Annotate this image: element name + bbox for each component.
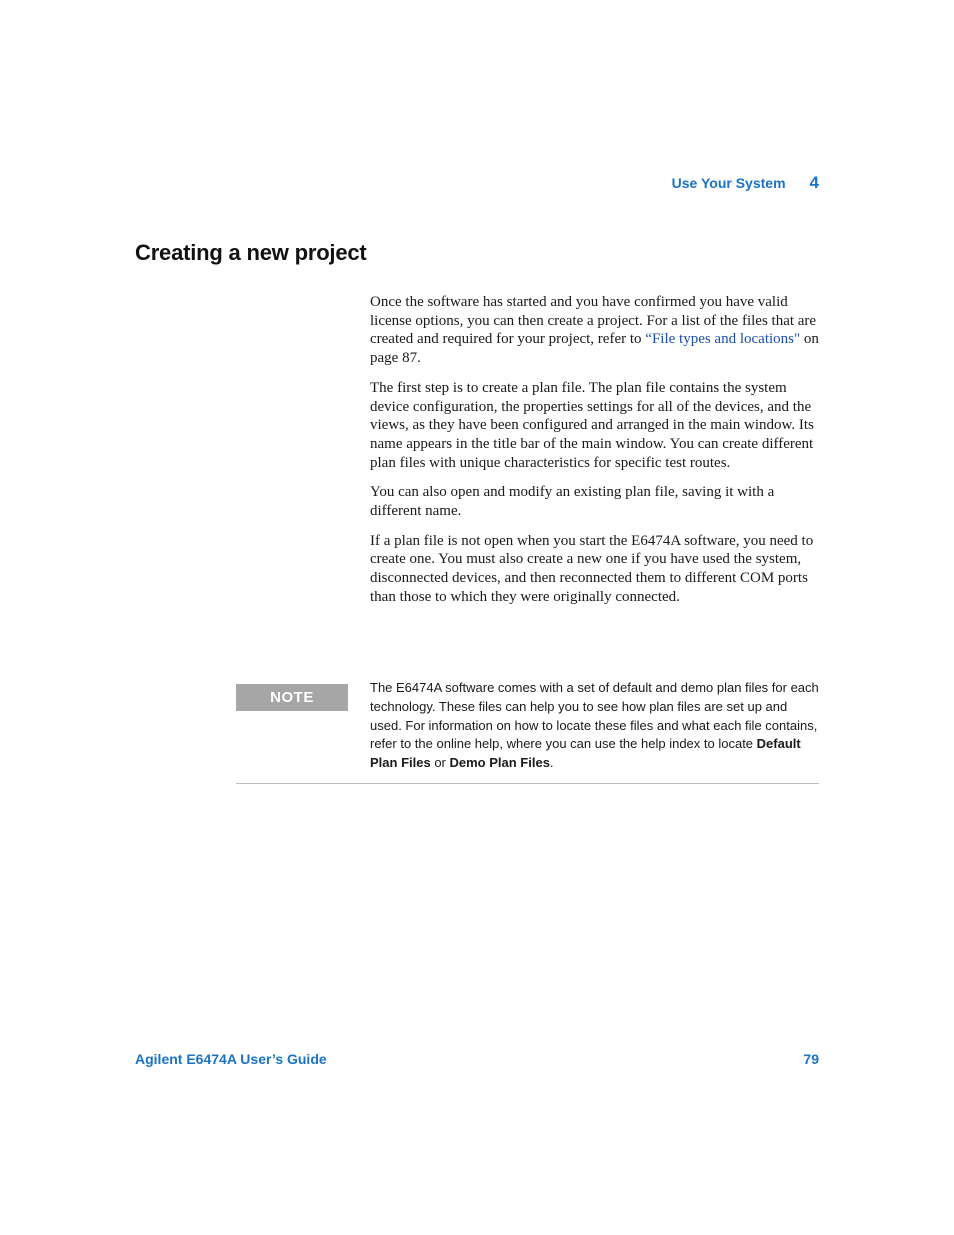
note-text-end: . <box>549 755 554 771</box>
paragraph-1 <box>370 293 822 368</box>
chapter-title: Use Your System <box>671 175 786 191</box>
note-text-or: or <box>430 755 450 771</box>
default-plan-files-term: Default Plan Files <box>370 736 801 771</box>
running-header <box>672 173 819 193</box>
file-types-link[interactable]: “File types and locations" <box>645 331 801 348</box>
paragraph-1-tail: on page 87. <box>370 331 819 367</box>
page-number: 79 <box>803 1051 819 1067</box>
note-text <box>370 679 822 773</box>
paragraph-1-text: Once the software has started and you have confirmed you have valid license options, you can then create a project. For a list of the files that are created and required for your project, refer to <box>370 294 817 348</box>
section-title: Creating a new project <box>135 240 367 265</box>
chapter-number: 4 <box>809 173 819 192</box>
page-footer <box>135 1051 819 1067</box>
body-text <box>370 293 822 618</box>
paragraph-2: The first step is to create a plan file. The plan file contains the system device configuration, the properties settings for all of the devices, and the views, as they have been configured and arranged in the main window. Its name appears in the title bar of the main window. You can create different plan files with unique characteristics for specific test routes. <box>370 379 814 471</box>
guide-title: Agilent E6474A User’s Guide <box>135 1051 327 1067</box>
demo-plan-files-term: Demo Plan Files <box>449 755 550 771</box>
note-text-body: The E6474A software comes with a set of default and demo plan files for each technology. These files can help you to see how plan files are set up and used. For information on how to locate these files and what each file contains, refer to the online help, where you can use the help index to locate <box>370 680 819 752</box>
note-block <box>236 679 819 784</box>
paragraph-3: You can also open and modify an existing plan file, saving it with a different name. <box>370 484 775 520</box>
paragraph-4: If a plan file is not open when you start the E6474A software, you need to create one. You must also create a new one if you have used the system, disconnected devices, and then reconnected them to different COM ports than those to which they were originally connected. <box>370 532 814 605</box>
note-label: NOTE <box>236 684 348 711</box>
